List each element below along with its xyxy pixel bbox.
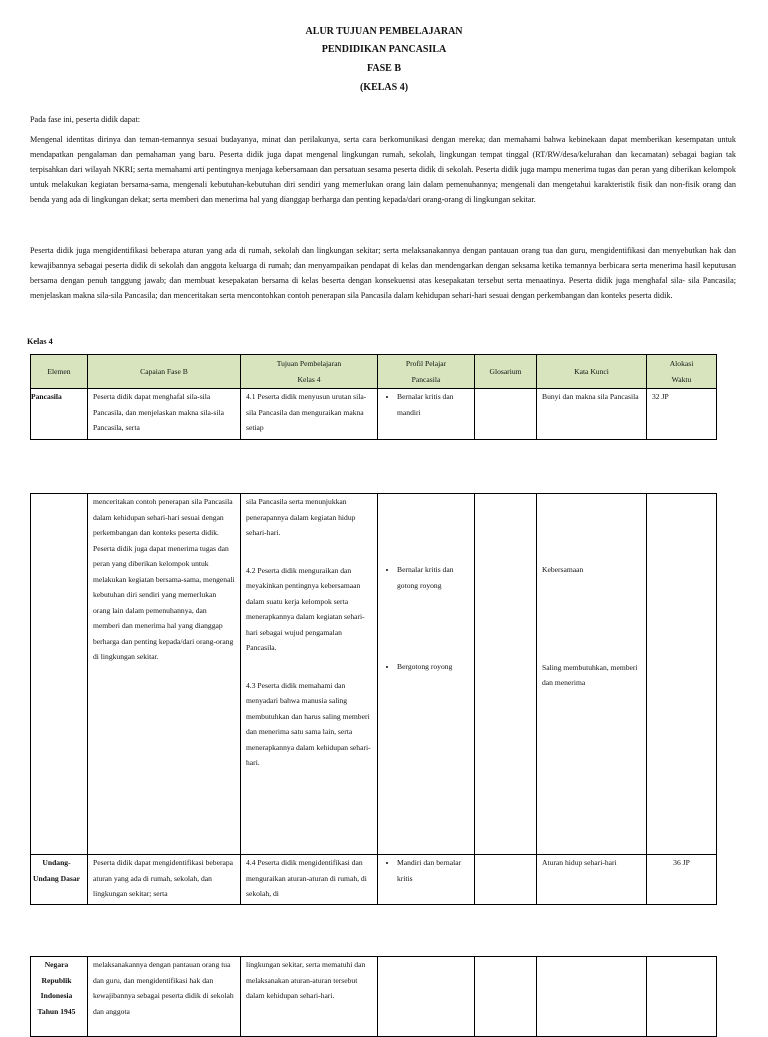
cell-capaian: Peserta didik dapat mengidentifikasi beberapa aturan yang ada di rumah, sekolah, dan lingkungan sekitar; serta: [88, 855, 241, 905]
header-elemen: Elemen: [31, 355, 88, 389]
header-capaian: Capaian Fase B: [88, 355, 241, 389]
cell-tujuan: 4.4 Peserta didik mengidentifikasi dan menguraikan aturan-aturan di rumah, di sekolah, di: [241, 855, 378, 905]
atp-table-part-2: [30, 493, 717, 905]
cell-profil: [378, 855, 475, 905]
cell-kata-kunci: Aturan hidup sehari-hari: [537, 855, 647, 905]
cell-tujuan: lingkungan sekitar, serta mematuhi dan melaksanakan aturan-aturan tersebut dalam kehidupan sehari-hari.: [241, 957, 378, 1037]
cell-elemen: Pancasila: [31, 389, 88, 440]
cell-elemen: [31, 494, 88, 855]
cell-kata-kunci: [537, 494, 647, 855]
cell-capaian: menceritakan contoh penerapan sila Pancasila dalam kehidupan sehari-hari sesuai dengan perkembangan dan konteks peserta didik. Peserta didik juga dapat menerima tugas dan peran yang diberikan kelompok untuk melakukan kegiatan bersama-sama, mengenali kebutuhan diri sendiri yang memerlukan orang lain dalam pemenuhannya, dan memberi dan menerima hal yang dianggap berharga dan penting kepada/dari orang-orang di lingkungan sekitar.: [88, 494, 241, 855]
profil-bullet: • Bergotong royong: [397, 659, 469, 675]
intro-paragraph-2: Peserta didik juga mengidentifikasi beberapa aturan yang ada di rumah, sekolah dan lingkungan sekitar; serta melaksanakannya dengan pantauan orang tua dan guru, mengidentifikasi dan menyebutkan hak dan kewajibannya sebagai peserta didik di sekolah dan anggota keluarga di rumah; dan menyampaikan pendapat di kelas dan mendengarkan dengan seksama ketika temannya berbicara serta menerima hasil keputusan bersama dengan penuh tanggung jawab; dan membuat kesepakatan bersama di kelas beserta dengan konsekuensi atas kesepakatan tersebut serta menaatinya. Peserta didik juga menghafal sila- sila Pancasila; menjelaskan makna sila-sila Pancasila; dan menceritakan serta mencontohkan contoh penerapan sila Pancasila dalam kehidupan sehari-hari sesuai dengan perkembangan dan konteks peserta didik.: [30, 246, 736, 300]
header-profil: Profil Pelajar Pancasila: [378, 355, 475, 389]
header-alokasi: Alokasi Waktu: [647, 355, 717, 389]
profil-bullet: • Bernalar kritis dan mandiri: [397, 389, 469, 420]
cell-glosarium: [475, 494, 537, 855]
atp-table-part-1: [30, 354, 717, 440]
cell-alokasi: 36 JP: [647, 855, 717, 905]
cell-elemen: Undang-Undang Dasar: [31, 855, 88, 905]
profil-bullet: • Bernalar kritis dan gotong royong: [397, 562, 469, 593]
kelas-label: Kelas 4: [27, 337, 53, 346]
header-glosarium: Glosarium: [475, 355, 537, 389]
header-kata-kunci: Kata Kunci: [537, 355, 647, 389]
cell-alokasi: [647, 494, 717, 855]
profil-bullet: • Mandiri dan bernalar kritis: [397, 855, 469, 886]
cell-profil: [378, 389, 475, 440]
cell-kata-kunci: [537, 957, 647, 1037]
tujuan-4-2: 4.2 Peserta didik menguraikan dan meyakinkan pentingnya kebersamaan dalam suatu kerja kelompok serta menerapkannya dalam kegiatan sehari-hari sebagai wujud pengamalan Pancasila.: [246, 565, 365, 652]
kata-kunci-1: Kebersamaan: [542, 565, 584, 574]
cell-capaian: Peserta didik dapat menghafal sila-sila Pancasila, dan menjelaskan makna sila-sila Pancasila, serta: [88, 389, 241, 440]
cell-kata-kunci: Bunyi dan makna sila Pancasila: [537, 389, 647, 440]
table-row: [31, 494, 717, 855]
cell-capaian: melaksanakannya dengan pantauan orang tua dan guru, dan mengidentifikasi hak dan kewajibannya sebagai peserta didik di sekolah dan anggota: [88, 957, 241, 1037]
cell-elemen: Negara Republik Indonesia Tahun 1945: [31, 957, 88, 1037]
cell-glosarium: [475, 389, 537, 440]
tujuan-4-3: 4.3 Peserta didik memahami dan menyadari bahwa manusia saling membutuhkan dan harus saling memberi dan menerima satu sama lain, serta menerapkannya dalam kehidupan sehari-hari.: [246, 680, 371, 767]
table-row: [31, 389, 717, 440]
table-row: [31, 855, 717, 905]
header-tujuan: Tujuan Pembelajaran Kelas 4: [241, 355, 378, 389]
intro-paragraph-1: Mengenal identitas dirinya dan teman-temannya sesuai budayanya, minat dan perilakunya, serta cara berkomunikasi dengan mereka; dan memahami bahwa kebinekaan dapat memberikan kesempatan untuk mendapatkan pengalaman dan pemahaman yang baru. Peserta didik juga dapat mengenal lingkungan rumah, sekolah, lingkungan tempat tinggal (RT/RW/desa/kelurahan dan kecamatan) sebagai bagian tak terpisahkan dari wilayah NKRI; serta memahami arti pentingnya menjaga kebersamaan dan persatuan sesama peserta didik di sekolah. Peserta didik juga mampu menerima tugas dan peran yang diberikan kelompok untuk melakukan kegiatan bersama-sama, mengenali kebutuhan-kebutuhan diri sendiri yang memerlukan orang lain dalam pemenuhannya; mengenali dan mengetahui karakteristik fisik dan non-fisik orang dan benda yang ada di lingkungan dekat; serta memberi dan menerima hal yang dianggap berharga dan penting kepada/dari orang-orang di lingkungan sekitar.: [30, 135, 736, 204]
doc-title-line-1: ALUR TUJUAN PEMBELAJARAN: [305, 26, 463, 37]
tujuan-continued: sila Pancasila serta menunjukkan penerapannya dalam kegiatan hidup sehari-hari.: [246, 497, 356, 537]
cell-tujuan: 4.1 Peserta didik menyusun urutan sila-sila Pancasila dan menguraikan makna setiap: [241, 389, 378, 440]
cell-glosarium: [475, 957, 537, 1037]
atp-table-part-3: [30, 956, 717, 1037]
cell-alokasi: [647, 957, 717, 1037]
cell-tujuan: [241, 494, 378, 855]
table-header-row: [31, 355, 717, 389]
table-row: [31, 957, 717, 1037]
intro-lead: Pada fase ini, peserta didik dapat:: [30, 115, 141, 124]
doc-title-line-2: PENDIDIKAN PANCASILA: [321, 44, 447, 55]
cell-profil: [378, 494, 475, 855]
cell-glosarium: [475, 855, 537, 905]
cell-alokasi: 32 JP: [647, 389, 717, 440]
doc-title-line-4: (KELAS 4): [359, 82, 409, 93]
doc-title-line-3: FASE B: [367, 63, 401, 74]
kata-kunci-2: Saling membutuhkan, memberi dan menerima: [542, 662, 638, 687]
cell-profil: [378, 957, 475, 1037]
